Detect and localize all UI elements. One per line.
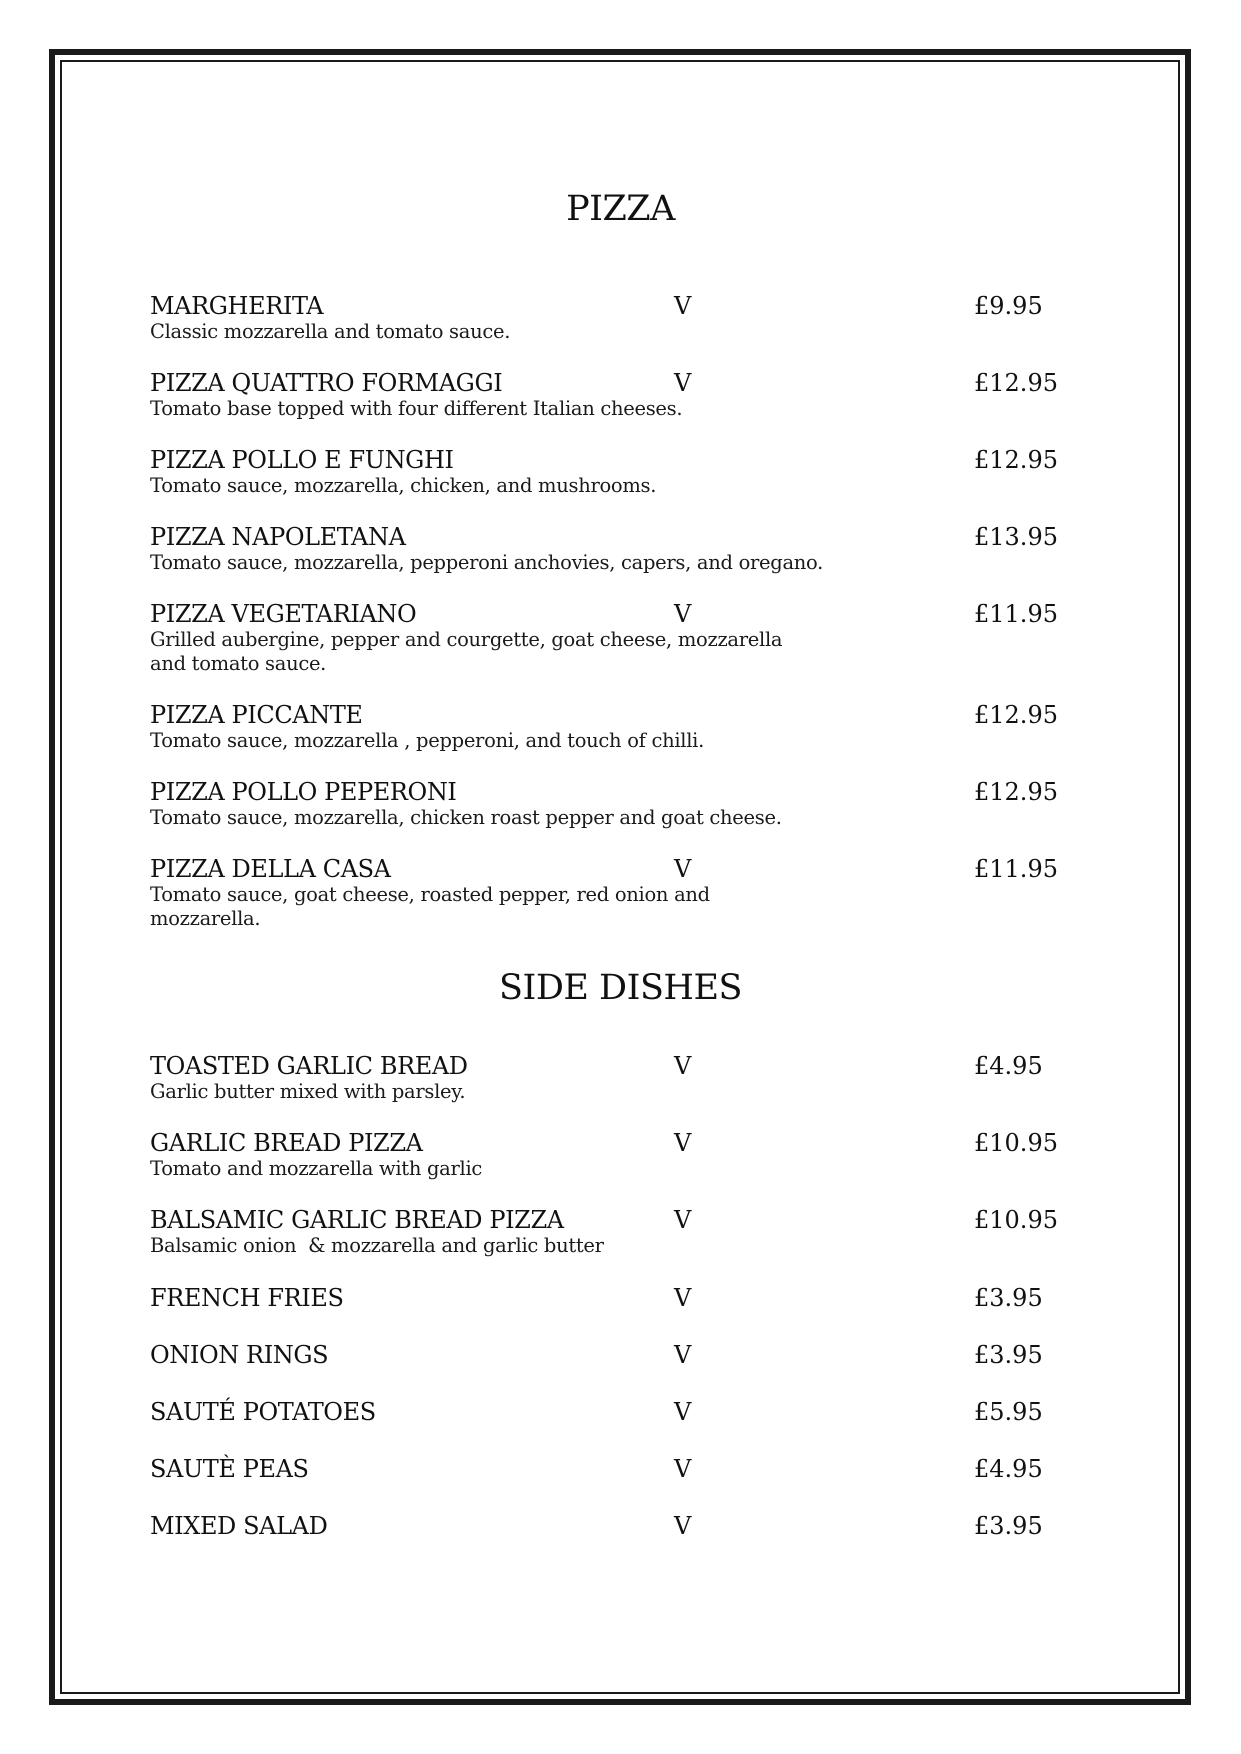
- item-price: £10.95: [974, 1206, 1058, 1234]
- item-description: Tomato sauce, mozzarella, pepperoni anchovies, capers, and oregano.: [150, 551, 824, 574]
- vegetarian-mark: V: [674, 1052, 692, 1080]
- item-name: MIXED SALAD: [150, 1512, 328, 1540]
- item-price: £12.95: [974, 446, 1058, 474]
- item-description: Classic mozzarella and tomato sauce.: [150, 320, 511, 343]
- vegetarian-mark: V: [674, 600, 692, 628]
- item-price: £12.95: [974, 701, 1058, 729]
- item-price: £3.95: [974, 1512, 1043, 1540]
- item-name: PIZZA VEGETARIANO: [150, 600, 417, 628]
- item-description: Tomato sauce, mozzarella, chicken, and mushrooms.: [150, 474, 657, 497]
- item-description: Balsamic onion & mozzarella and garlic butter: [150, 1234, 604, 1257]
- item-name: SAUTÈ PEAS: [150, 1455, 309, 1483]
- item-price: £10.95: [974, 1129, 1058, 1157]
- item-price: £3.95: [974, 1341, 1043, 1369]
- vegetarian-mark: V: [674, 1341, 692, 1369]
- vegetarian-mark: V: [674, 292, 692, 320]
- item-name: BALSAMIC GARLIC BREAD PIZZA: [150, 1206, 564, 1234]
- item-price: £4.95: [974, 1052, 1043, 1080]
- item-description: Tomato sauce, mozzarella , pepperoni, and touch of chilli.: [150, 729, 704, 752]
- item-price: £12.95: [974, 778, 1058, 806]
- vegetarian-mark: V: [674, 1129, 692, 1157]
- item-name: MARGHERITA: [150, 292, 324, 320]
- item-price: £11.95: [974, 600, 1058, 628]
- item-name: GARLIC BREAD PIZZA: [150, 1129, 423, 1157]
- item-name: PIZZA NAPOLETANA: [150, 523, 406, 551]
- item-price: £11.95: [974, 855, 1058, 883]
- vegetarian-mark: V: [674, 1206, 692, 1234]
- section-title-side-dishes: SIDE DISHES: [499, 968, 742, 1008]
- item-name: PIZZA POLLO E FUNGHI: [150, 446, 454, 474]
- item-name: PIZZA PICCANTE: [150, 701, 363, 729]
- item-description: Tomato base topped with four different Italian cheeses.: [150, 397, 683, 420]
- section-title-pizza: PIZZA: [566, 189, 675, 229]
- vegetarian-mark: V: [674, 1512, 692, 1540]
- item-name: PIZZA POLLO PEPERONI: [150, 778, 457, 806]
- item-price: £5.95: [974, 1398, 1043, 1426]
- item-name: TOASTED GARLIC BREAD: [150, 1052, 468, 1080]
- item-description: Tomato sauce, goat cheese, roasted pepper, red onion and mozzarella.: [150, 883, 710, 930]
- vegetarian-mark: V: [674, 369, 692, 397]
- item-name: PIZZA DELLA CASA: [150, 855, 391, 883]
- item-price: £4.95: [974, 1455, 1043, 1483]
- item-description: Tomato and mozzarella with garlic: [150, 1157, 482, 1180]
- vegetarian-mark: V: [674, 1398, 692, 1426]
- vegetarian-mark: V: [674, 1455, 692, 1483]
- item-price: £9.95: [974, 292, 1043, 320]
- item-name: PIZZA QUATTRO FORMAGGI: [150, 369, 503, 397]
- item-description: Grilled aubergine, pepper and courgette, goat cheese, mozzarella and tomato sauce.: [150, 628, 783, 675]
- item-price: £12.95: [974, 369, 1058, 397]
- item-price: £3.95: [974, 1284, 1043, 1312]
- item-name: SAUTÉ POTATOES: [150, 1398, 376, 1426]
- vegetarian-mark: V: [674, 855, 692, 883]
- vegetarian-mark: V: [674, 1284, 692, 1312]
- item-price: £13.95: [974, 523, 1058, 551]
- item-name: ONION RINGS: [150, 1341, 329, 1369]
- item-name: FRENCH FRIES: [150, 1284, 344, 1312]
- item-description: Garlic butter mixed with parsley.: [150, 1080, 466, 1103]
- item-description: Tomato sauce, mozzarella, chicken roast pepper and goat cheese.: [150, 806, 782, 829]
